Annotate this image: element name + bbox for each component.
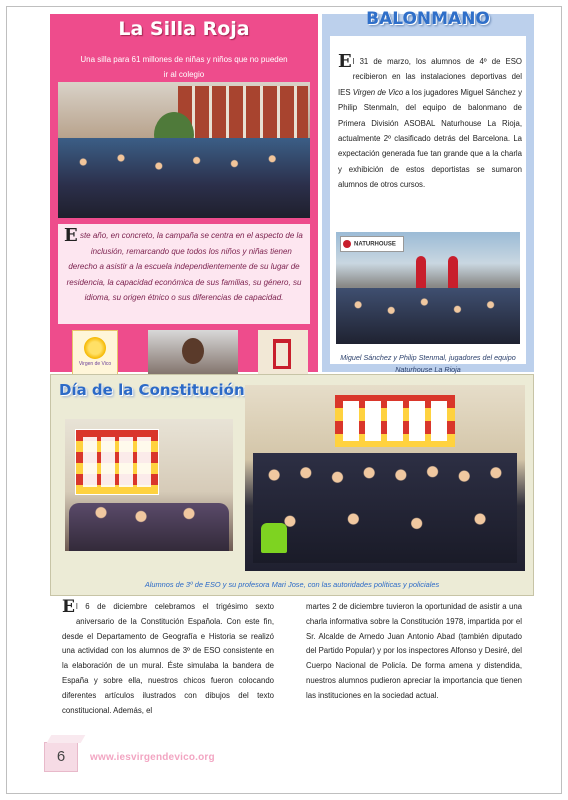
silla-roja-group-photo bbox=[58, 82, 310, 218]
sun-icon bbox=[84, 337, 106, 359]
chair-icon bbox=[273, 339, 291, 369]
silla-roja-section bbox=[50, 14, 318, 372]
balonmano-photo bbox=[336, 232, 520, 344]
dropcap: E bbox=[64, 225, 78, 246]
ball-icon bbox=[343, 240, 351, 248]
player-figure bbox=[416, 256, 426, 290]
balonmano-paragraph: El 31 de marzo, los alumnos de 4º de ESO recibieron en las instalaciones deportivas del IES Virgen de Vico a los jugadores Miguel Sánchez y Philip Stenmaln, del equipo de balonmano de Primera División ASOBAL Naturhouse La Rioja, actualmente 2º clasificado detrás del Barcelona. La expectación generada fue tan grande que a la charla y exhibición de estos deportistas se sumaron alumnos de otros cursos. bbox=[338, 51, 522, 190]
student-crowd bbox=[58, 138, 310, 218]
silla-roja-title: La Silla Roja bbox=[118, 18, 250, 40]
dropcap: E bbox=[62, 597, 75, 617]
naturhouse-logo: NATURHOUSE bbox=[340, 236, 404, 252]
flag-sheets bbox=[343, 401, 447, 441]
virgen-de-vico-logo bbox=[72, 330, 118, 378]
audience bbox=[336, 288, 520, 344]
mural-photo bbox=[65, 419, 233, 551]
silla-roja-text bbox=[58, 224, 310, 324]
students-at-mural bbox=[69, 503, 229, 551]
student-green-shirt bbox=[261, 523, 287, 553]
constitucion-section bbox=[50, 374, 534, 596]
balonmano-title: BALONMANO bbox=[366, 9, 490, 29]
children-photo bbox=[148, 330, 238, 378]
group-photo-with-authorities bbox=[245, 385, 525, 571]
player-figure bbox=[448, 256, 458, 290]
child-face bbox=[182, 338, 204, 364]
balonmano-section bbox=[322, 9, 534, 374]
logo-text: Virgen de Vico bbox=[78, 361, 112, 367]
silla-roja-paragraph: ste año, en concreto, la campaña se centra en el aspecto de la inclusión, remarcando que todos los niños y niñas tienen derecho a asistir a la escuela independientemente de su lugar de residencia, la capacidad económica de sus familias, su género, su idioma, su origen étnico o sus diferencias de capacidad. bbox=[66, 231, 303, 302]
body-column-1: El 6 de diciembre celebramos el trigésimo sexto aniversario de la Constitución Española. Con este fin, desde el Departamento de Geografía e Historia se realizó una actividad con los alumnos de 3º de ESO consistente en la elaboración de un mural. Éste simulaba la bandera de España y sobre ella, nuestros chicos fueron colocando diferentes artículos ilustrados con dibujos del texto constitucional. Además, el bbox=[62, 597, 274, 715]
website-link[interactable]: www.iesvirgendevico.org bbox=[90, 752, 215, 763]
balonmano-caption: Miguel Sánchez y Philip Stenmal, jugadores del equipo Naturhouse La Rioja bbox=[340, 353, 516, 374]
body-column-2: martes 2 de diciembre tuvieron la oportunidad de asistir a una charla informativa sobre la Constitución 1978, impartida por el Sr. Alcalde de Arnedo Juan Antonio Abad (también diputado del Partido Popular) y por los inspectores Alfonso y Desiré, del Cuerpo Nacional de Policía. De forma amena y distendida, nuestros alumnos pudieron apreciar la importancia que tienen las instituciones en la sociedad actual. bbox=[306, 602, 522, 700]
constitucion-title: Día de la Constitución bbox=[59, 381, 245, 399]
silla-roja-subtitle: Una silla para 61 millones de niñas y niños que no pueden ir al colegio bbox=[80, 55, 288, 79]
mural-sheets bbox=[83, 437, 151, 487]
constitucion-caption: Alumnos de 3º de ESO y su profesora Mari Jose, con las autoridades políticas y policiales bbox=[144, 580, 440, 589]
student-group bbox=[253, 453, 517, 563]
red-chair-photo bbox=[258, 330, 308, 378]
page-number: 6 bbox=[44, 742, 78, 772]
dropcap: E bbox=[338, 51, 352, 72]
